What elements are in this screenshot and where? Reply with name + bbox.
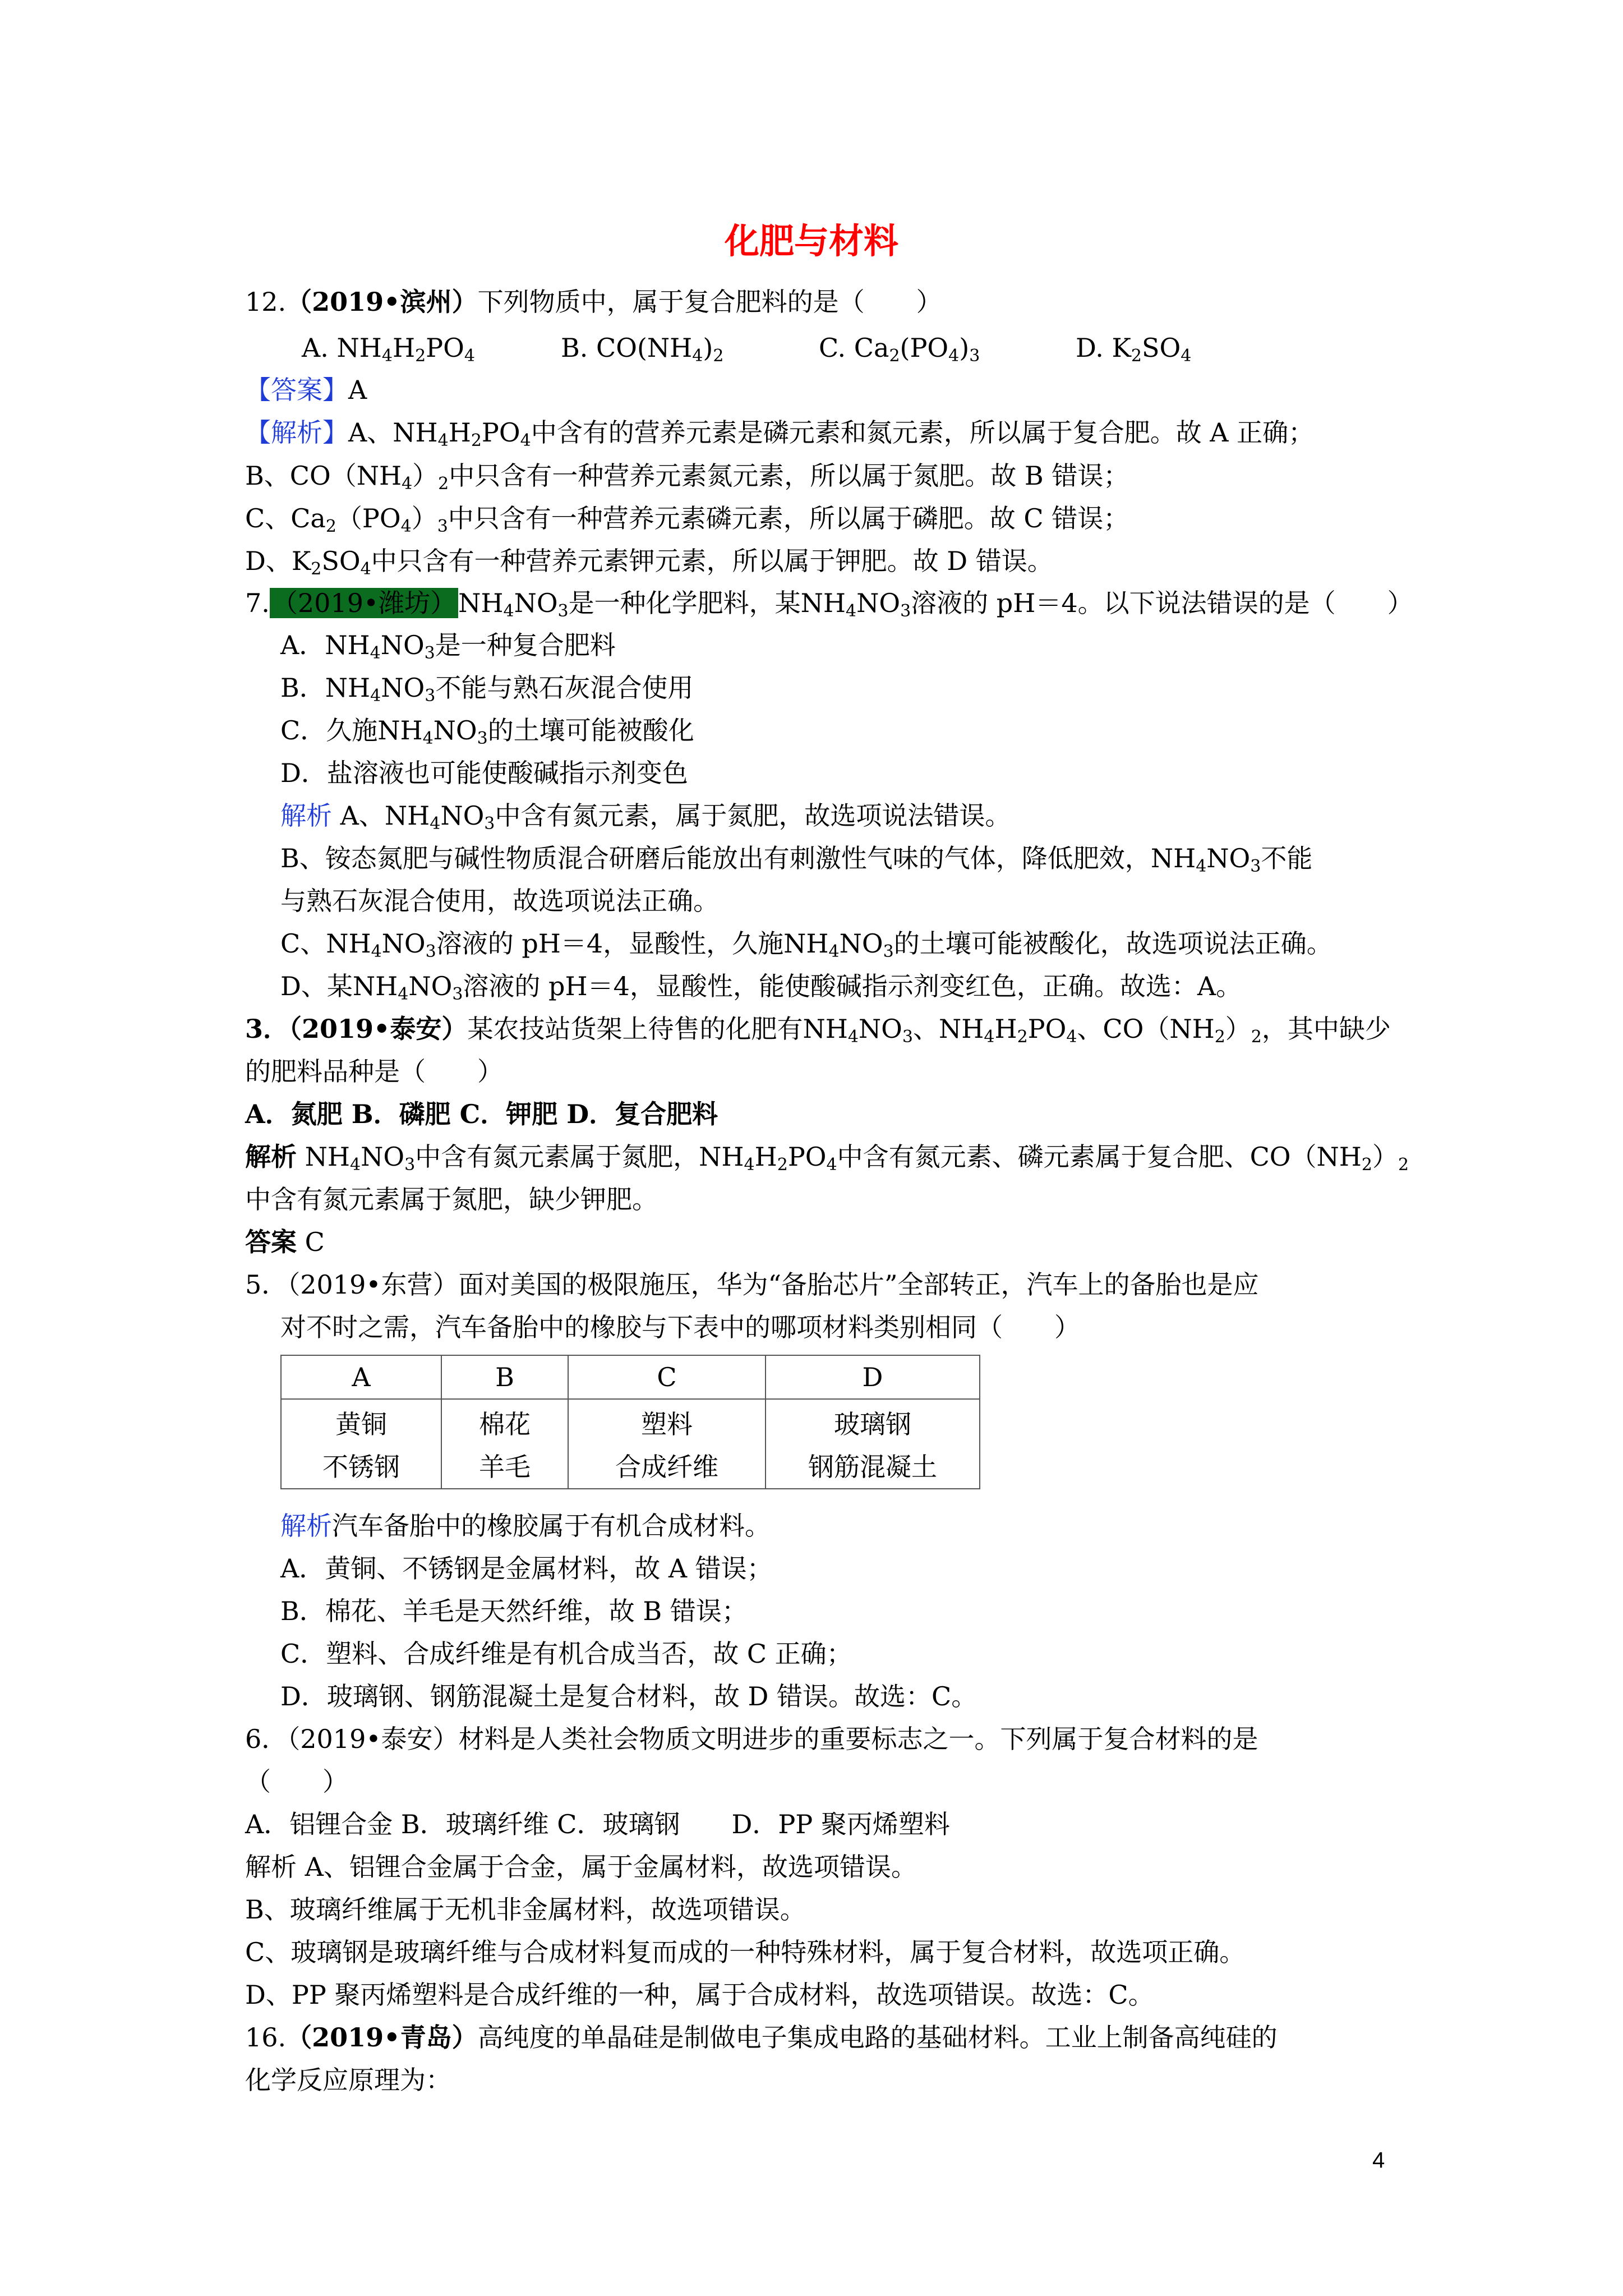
q12-analysis-line-3: C、$Ca_2(PO_4)_3$中只含有一种营养元素磷元素，所以属于磷肥。故 C 错误； (245, 503, 1129, 536)
q6-analysis-a: 解析 A、铝锂合金属于合金，属于金属材料，故选项错误。 (245, 1852, 917, 1882)
table-cell: 棉花 羊毛 (441, 1399, 568, 1489)
table-header-cell: B (441, 1355, 568, 1399)
q7-analysis-a: 解析 A、$NH_4NO_3$中含有氮元素，属于氮肥，故选项说法错误。 (280, 800, 1011, 834)
q12-stem: 12.（2019•滨州）下列物质中，属于复合肥料的是（ ） (245, 287, 942, 317)
q5-stem-2: 对不时之需，汽车备胎中的橡胶与下表中的哪项材料类别相同（ ） (280, 1312, 1080, 1342)
q5-stem-1: 5．（2019•东营）面对美国的极限施压，华为“备胎芯片”全部转正，汽车上的备胎也是应 (245, 1269, 1259, 1300)
q12-option-d: D. $K_2SO_4$ (1076, 333, 1192, 366)
q16-stem-2: 化学反应原理为： (245, 2065, 451, 2095)
q5-analysis: 解析汽车备胎中的橡胶属于有机合成材料。 (280, 1511, 771, 1541)
q6-stem-1: 6．（2019•泰安）材料是人类社会物质文明进步的重要标志之一。下列属于复合材料的是 (245, 1724, 1258, 1754)
page-title: 化肥与材料 (724, 220, 898, 261)
q7-analysis-b-2: 与熟石灰混合使用，故选项说法正确。 (280, 886, 719, 916)
q5-analysis-d: D．玻璃钢、钢筋混凝土是复合材料，故 D 错误。故选：C。 (280, 1681, 978, 1711)
table-cell: 黄铜 不锈钢 (281, 1399, 441, 1489)
q3-stem-2: 的肥料品种是（ ） (245, 1056, 503, 1087)
q3-answer: 答案 C (245, 1227, 325, 1257)
q12-analysis-line-4: D、$K_2SO_4$中只含有一种营养元素钾元素，所以属于钾肥。故 D 错误。 (245, 546, 1053, 579)
q7-stem: 7.（2019•潍坊）$NH_4NO_3$是一种化学肥料，某$NH_4NO_3$溶液的 pH＝4。以下说法错误的是（ ） (245, 588, 1413, 621)
materials-table (280, 1355, 980, 1489)
q3-analysis-1: 解析 $NH_4NO_3$中含有氮元素属于氮肥，$NH_4H_2PO_4$中含有氮元素、磷元素属于复合肥、$CO(NH_2)_2$ (245, 1142, 1409, 1175)
table-cell: 塑料 合成纤维 (568, 1399, 766, 1489)
q5-analysis-b: B．棉花、羊毛是天然纤维，故 B 错误； (280, 1596, 748, 1626)
q7-option-c: C．久施$NH_4NO_3$的土壤可能被酸化 (280, 715, 694, 748)
table-header-cell: C (568, 1355, 766, 1399)
q5-analysis-c: C．塑料、合成纤维是有机合成当否，故 C 正确； (280, 1639, 852, 1669)
q7-option-d: D．盐溶液也可能使酸碱指示剂变色 (280, 758, 688, 788)
q16-stem-1: 16.（2019•青岛）高纯度的单晶硅是制做电子集成电路的基础材料。工业上制备高纯硅的 (245, 2022, 1278, 2053)
q7-analysis-c: C、$NH_4NO_3$溶液的 pH＝4，显酸性，久施$NH_4NO_3$的土壤可能被酸化，故选项说法正确。 (280, 928, 1332, 961)
q7-analysis-d: D、某$NH_4NO_3$溶液的 pH＝4，显酸性，能使酸碱指示剂变红色，正确。故选：A。 (280, 971, 1242, 1004)
q3-analysis-2: 中含有氮元素属于氮肥，缺少钾肥。 (245, 1184, 658, 1214)
q12-option-a: A. $NH_4H_2PO_4$ (302, 333, 475, 366)
table-header-row (281, 1355, 980, 1399)
q6-stem-2: （ ） (245, 1766, 348, 1797)
q12-analysis-line-2: B、$CO(NH_4)_2$中只含有一种营养元素氮元素，所以属于氮肥。故 B 错误； (245, 461, 1129, 494)
q6-analysis-d: D、PP 聚丙烯塑料是合成纤维的一种，属于合成材料，故选项错误。故选：C。 (245, 1980, 1154, 2010)
q7-option-b: B．$NH_4NO_3$不能与熟石灰混合使用 (280, 673, 694, 706)
q12-answer: 【答案】A (245, 375, 367, 405)
q5-analysis-a: A．黄铜、不锈钢是金属材料，故 A 错误； (280, 1553, 773, 1584)
q7-option-a: A．$NH_4NO_3$是一种复合肥料 (280, 630, 616, 663)
q7-analysis-b-1: B、铵态氮肥与碱性物质混合研磨后能放出有刺激性气味的气体，降低肥效，$NH_4NO_3$不能 (280, 843, 1313, 876)
q12-option-c: C. $Ca_2(PO_4)_3$ (819, 333, 980, 366)
q6-options: A．铝锂合金 B．玻璃纤维 C．玻璃钢 D．PP 聚丙烯塑料 (245, 1809, 950, 1839)
q3-stem-1: 3．（2019•泰安）某农技站货架上待售的化肥有$NH_4NO_3$、$NH_4H_2PO_4$、$CO(NH_2)_2$，其中缺少 (245, 1014, 1391, 1047)
table-header-cell: D (766, 1355, 980, 1399)
q6-analysis-b: B、玻璃纤维属于无机非金属材料，故选项错误。 (245, 1894, 806, 1925)
q12-analysis-line-1: 【解析】A、$NH_4H_2PO_4$中含有的营养元素是磷元素和氮元素，所以属于复合肥。故 A 正确； (245, 417, 1315, 450)
table-header-cell: A (281, 1355, 441, 1399)
q6-analysis-c: C、玻璃钢是玻璃纤维与合成材料复而成的一种特殊材料，属于复合材料，故选项正确。 (245, 1937, 1246, 1967)
table-cell: 玻璃钢 钢筋混凝土 (766, 1399, 980, 1489)
q12-option-b: B. $CO(NH_4)_2$ (561, 333, 724, 366)
q3-options: A．氮肥 B．磷肥 C．钾肥 D．复合肥料 (245, 1099, 718, 1129)
table-row (281, 1399, 980, 1489)
q7-source-highlight: （2019•潍坊） (270, 588, 458, 618)
page-number: 4 (1372, 2148, 1385, 2173)
